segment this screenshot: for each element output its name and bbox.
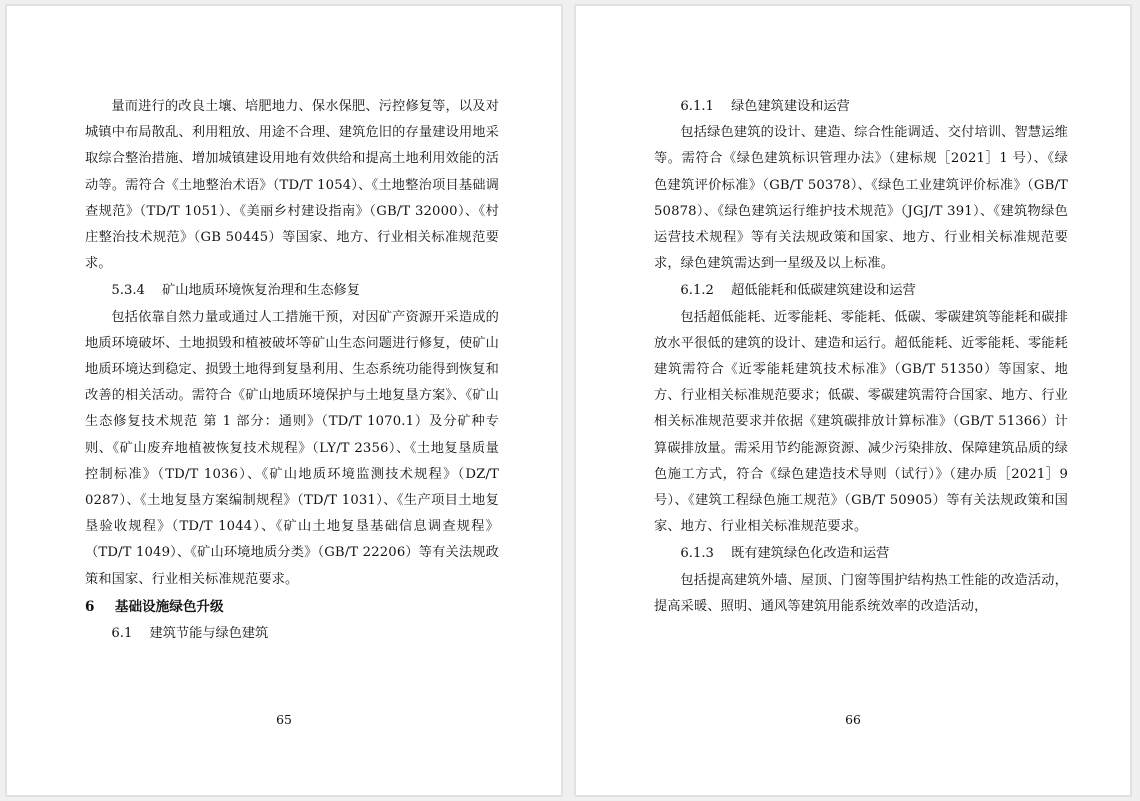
section-number: 6.1.2 bbox=[680, 283, 714, 299]
paragraph: 量而进行的改良土壤、培肥地力、保水保肥、污控修复等，以及对城镇中布局散乱、利用粗放、用途不合理、建筑危旧的存量建设用地采取综合整治措施、增加城镇建设用地有效供给和提高土地利用效能的活动等。需符合《土地整治术语》（TD/T 1054）、《土地整治项目基础调查规范》（TD/T 1051）、《美丽乡村建设指南》（GB/T 32000）、《村庄整治技术规范》（GB 50445）等国家、地方、行业相关标准规范要求。 bbox=[85, 99, 499, 272]
section-title: 绿色建筑建设和运营 bbox=[731, 99, 850, 114]
page-content-left bbox=[85, 94, 499, 699]
chapter-number: 6 bbox=[85, 598, 95, 615]
section-title: 超低能耗和低碳建筑建设和运营 bbox=[731, 283, 916, 299]
section-heading bbox=[654, 541, 1068, 567]
section-heading bbox=[85, 278, 499, 304]
section-number: 6.1 bbox=[111, 625, 133, 641]
section-heading bbox=[85, 621, 499, 647]
section-number: 6.1.1 bbox=[680, 99, 714, 114]
document-page-left bbox=[6, 5, 562, 796]
page-content-right bbox=[654, 94, 1068, 699]
page-number: 65 bbox=[276, 712, 292, 727]
section-heading bbox=[654, 94, 1068, 120]
section-number: 6.1.3 bbox=[680, 546, 714, 562]
paragraph: 包括依靠自然力量或通过人工措施干预，对因矿产资源开采造成的地质环境破坏、土地损毁和植被破坏等矿山生态问题进行修复，使矿山地质环境达到稳定、损毁土地得到复垦利用、生态系统功能得到恢复和改善的相关活动。需符合《矿山地质环境保护与土地复垦方案》、《矿山生态修复技术规范 第 1 部分：通则》（TD/T 1070.1）及分矿种专则、《矿山废弃地植被恢复技术规程》（LY/T 2356）、《土地复垦质量控制标准》（TD/T 1036）、《矿山地质环境监测技术规程》（DZ/T 0287）、《土地复垦方案编制规程》（TD/T 1031）、《生产项目土地复垦验收规程》（TD/T 1044）、《矿山土地复垦基础信息调查规程》（TD/T 1049）、《矿山环境地质分类》（GB/T 22206）等有关法规政策和国家、行业相关标准规范要求。 bbox=[85, 309, 499, 587]
paragraph: 包括超低能耗、近零能耗、零能耗、低碳、零碳建筑等能耗和碳排放水平很低的建筑的设计、建造和运行。超低能耗、近零能耗、零能耗建筑需符合《近零能耗建筑技术标准》（GB/T 51350）等国家、地方、行业相关标准规范要求；低碳、零碳建筑需符合国家、地方、行业相关标准规范要求并依据《建筑碳排放计算标准》（GB/T 51366）计算碳排放量。需采用节约能源资源、减少污染排放、保障建筑品质的绿色施工方式，符合《绿色建造技术导则（试行）》（建办质［2021］9 号）、《建筑工程绿色施工规范》（GB/T 50905）等有关法规政策和国家、地方、行业相关标准规范要求。 bbox=[654, 309, 1068, 535]
section-title: 既有建筑绿色化改造和运营 bbox=[731, 546, 890, 562]
document-page-right bbox=[575, 5, 1131, 796]
paragraph: 包括提高建筑外墙、屋顶、门窗等围护结构热工性能的改造活动，提高采暖、照明、通风等建筑用能系统效率的改造活动， bbox=[654, 572, 1068, 614]
section-heading bbox=[654, 278, 1068, 304]
section-number: 5.3.4 bbox=[111, 283, 145, 299]
page-number: 66 bbox=[845, 712, 861, 727]
section-title: 矿山地质环境恢复治理和生态修复 bbox=[162, 283, 360, 299]
chapter-title: 基础设施绿色升级 bbox=[114, 598, 224, 615]
section-title: 建筑节能与绿色建筑 bbox=[149, 625, 269, 641]
chapter-heading bbox=[85, 594, 499, 621]
paragraph: 包括绿色建筑的设计、建造、综合性能调适、交付培训、智慧运维等。需符合《绿色建筑标识管理办法》（建标规［2021］1 号）、《绿色建筑评价标准》（GB/T 50378）、《绿色工业建筑评价标准》（GB/T 50878）、《绿色建筑运行维护技术规范》（JGJ/T 391）、《建筑物绿色运营技术规程》等有关法规政策和国家、地方、行业相关标准规范要求，绿色建筑需达到一星级及以上标准。 bbox=[654, 125, 1068, 272]
